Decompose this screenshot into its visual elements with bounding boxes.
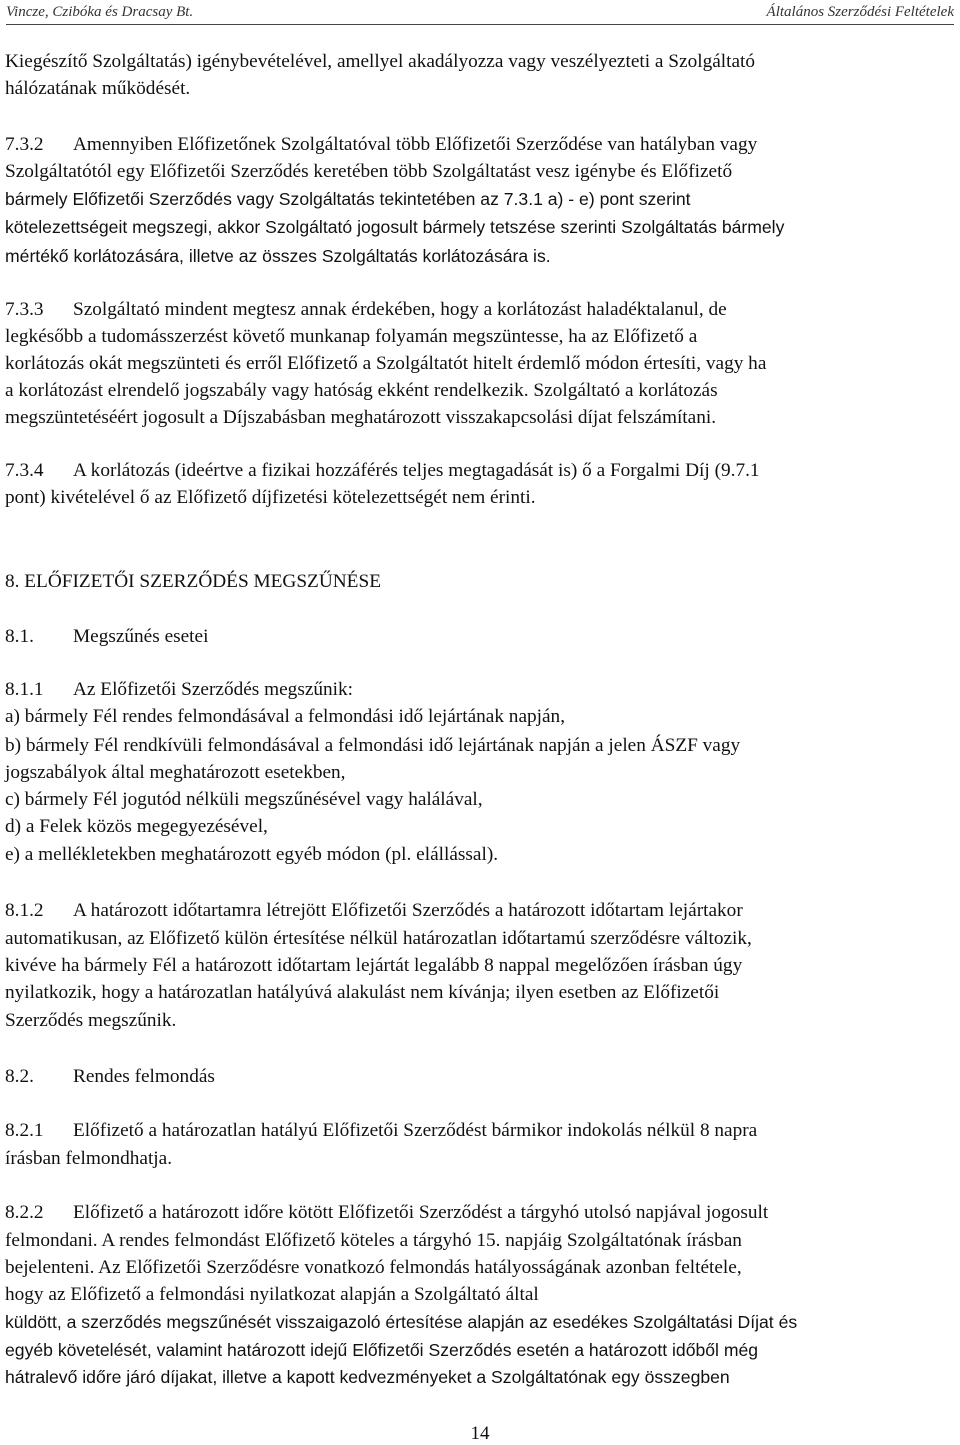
line-text: egyéb követelését, valamint határozott idejű Előfizetői Szerződés esetén a határozott időből még (5, 1340, 759, 1360)
text-line (5, 678, 950, 702)
section-number: 8.1.2 (5, 900, 44, 921)
line-text: küldött, a szerződés megszűnését visszaigazoló értesítése alapján az esedékes Szolgáltatási Díjat és (5, 1312, 798, 1332)
text-line (5, 133, 950, 157)
line-text: írásban felmondhatja. (5, 1148, 173, 1169)
text-line (5, 352, 950, 376)
text-line (5, 734, 950, 758)
line-text: hogy az Előfizető a felmondási nyilatkozat alapján a Szolgáltató által (5, 1284, 539, 1305)
line-text: felmondani. A rendes felmondást Előfizető köteles a tárgyhó 15. napjáig Szolgáltatónak írásban (5, 1230, 742, 1251)
line-text: bármely Előfizetői Szerződés vagy Szolgáltatás tekintetében az 7.3.1 a) - e) pont szerint (5, 189, 691, 209)
text-line (5, 705, 950, 729)
text-line (5, 981, 950, 1005)
header-company: Vincze, Czibóka és Dracsay Bt. (6, 4, 194, 20)
line-text: a) bármely Fél rendes felmondásával a felmondási idő lejártának napján, (5, 706, 566, 727)
line-text: e) a mellékletekben meghatározott egyéb módon (pl. elállással). (5, 844, 499, 865)
line-text: Rendes felmondás (73, 1066, 215, 1087)
line-text: megszüntetéséért jogosult a Díjszabásban meghatározott visszakapcsolási díjat felszámítani. (5, 407, 717, 428)
line-text: hálózatának működését. (5, 78, 191, 99)
text-line (5, 815, 950, 839)
text-line (5, 761, 950, 785)
line-text: Az Előfizetői Szerződés megszűnik: (73, 679, 354, 700)
text-line (5, 1365, 950, 1389)
line-text: c) bármely Fél jogutód nélküli megszűnésével vagy halálával, (5, 789, 483, 810)
text-line (5, 187, 950, 211)
line-text: mértékő korlátozására, illetve az összes Szolgáltatás korlátozására is. (5, 246, 551, 266)
line-text: automatikusan, az Előfizető külön értesítése nélkül határozatlan időtartamú szerződésre változik, (5, 928, 752, 949)
line-text: A határozott időtartamra létrejött Előfizetői Szerződés a határozott időtartam lejártakor (73, 900, 743, 921)
text-line (5, 1119, 950, 1143)
line-text: A korlátozás (ideértve a fizikai hozzáférés teljes megtagadását is) ő a Forgalmi Díj (9.7.1 (73, 460, 760, 481)
page-header (6, 2, 954, 25)
line-text: Megszűnés esetei (73, 626, 209, 647)
line-text: jogszabályok által meghatározott esetekben, (5, 762, 346, 783)
text-line (5, 1283, 950, 1307)
line-text: Előfizető a határozott időre kötött Előfizetői Szerződést a tárgyhó utolsó napjával jogosult (73, 1202, 769, 1223)
text-line (5, 160, 950, 184)
section-number: 8.1. (5, 626, 34, 647)
line-text: d) a Felek közös megegyezésével, (5, 816, 268, 837)
text-line (5, 406, 950, 430)
text-line (5, 459, 950, 483)
text-line (5, 77, 950, 101)
line-text: legkésőbb a tudomásszerzést követő munkanap folyamán megszüntesse, ha az Előfizető a (5, 326, 698, 347)
text-line (5, 843, 950, 867)
text-line (5, 1310, 950, 1334)
line-text: nyilatkozik, hogy a határozatlan hatályúvá alakulást nem kívánja; ilyen esetben az Előfizetői (5, 982, 720, 1003)
line-text: Szolgáltatótól egy Előfizetői Szerződés keretében több Szolgáltatást vesz igénybe és Előfizető (5, 161, 733, 182)
line-text: 8. ELŐFIZETŐI SZERZŐDÉS MEGSZŰNÉSE (5, 571, 381, 592)
text-line (5, 788, 950, 812)
section-number: 8.2.2 (5, 1202, 44, 1223)
line-text: kötelezettségeit megszegi, akkor Szolgáltató jogosult bármely tetszése szerinti Szolgáltatás bármely (5, 217, 785, 237)
line-text: kivéve ha bármely Fél a határozott időtartam lejártát legalább 8 nappal megelőzően írásban úgy (5, 955, 743, 976)
line-text: hátralevő időre járó díjakat, illetve a kapott kedvezményeket a Szolgáltatónak egy összegben (5, 1367, 730, 1387)
section-number: 8.2. (5, 1066, 34, 1087)
text-line (5, 325, 950, 349)
text-line (5, 244, 950, 268)
text-line (5, 1009, 950, 1033)
header-document-title: Általános Szerződési Feltételek (766, 4, 954, 20)
text-line (5, 625, 950, 649)
text-line (5, 50, 950, 74)
line-text: Előfizető a határozatlan hatályú Előfizetői Szerződést bármikor indokolás nélkül 8 napra (73, 1120, 758, 1141)
line-text: b) bármely Fél rendkívüli felmondásával a felmondási idő lejártának napján a jelen ÁSZF vagy (5, 735, 741, 756)
text-line (5, 1256, 950, 1280)
section-number: 8.1.1 (5, 679, 44, 700)
line-text: Amennyiben Előfizetőnek Szolgáltatóval több Előfizetői Szerződése van hatályban vagy (73, 134, 758, 155)
text-line (5, 954, 950, 978)
line-text: korlátozás okát megszünteti és erről Előfizető a Szolgáltatót hitelt érdemlő módon értesíti, vagy ha (5, 353, 767, 374)
text-line (5, 899, 950, 923)
text-line (5, 486, 950, 510)
line-text: pont) kivételével ő az Előfizető díjfizetési kötelezettségét nem érinti. (5, 487, 536, 508)
line-text: Szolgáltató mindent megtesz annak érdekében, hogy a korlátozást haladéktalanul, de (73, 299, 727, 320)
line-text: Kiegészítő Szolgáltatás) igénybevételével, amellyel akadályozza vagy veszélyezteti a Szolgáltató (5, 51, 756, 72)
text-line (5, 298, 950, 322)
text-line (5, 1065, 950, 1089)
text-line (5, 570, 950, 594)
text-line (5, 927, 950, 951)
page-number: 14 (470, 1423, 490, 1444)
text-line (5, 379, 950, 403)
text-line (5, 1147, 950, 1171)
section-number: 7.3.4 (5, 460, 44, 481)
section-number: 8.2.1 (5, 1120, 44, 1141)
text-line (5, 1201, 950, 1225)
line-text: bejelenteni. Az Előfizetői Szerződésre vonatkozó felmondás hatályosságának azonban feltétele, (5, 1257, 742, 1278)
line-text: a korlátozást elrendelő jogszabály vagy hatóság ekként rendelkezik. Szolgáltató a korlátozás (5, 380, 718, 401)
section-number: 7.3.2 (5, 134, 44, 155)
text-line (5, 1338, 950, 1362)
text-line (5, 215, 950, 239)
section-number: 7.3.3 (5, 299, 44, 320)
text-line (5, 1229, 950, 1253)
line-text: Szerződés megszűnik. (5, 1010, 177, 1031)
